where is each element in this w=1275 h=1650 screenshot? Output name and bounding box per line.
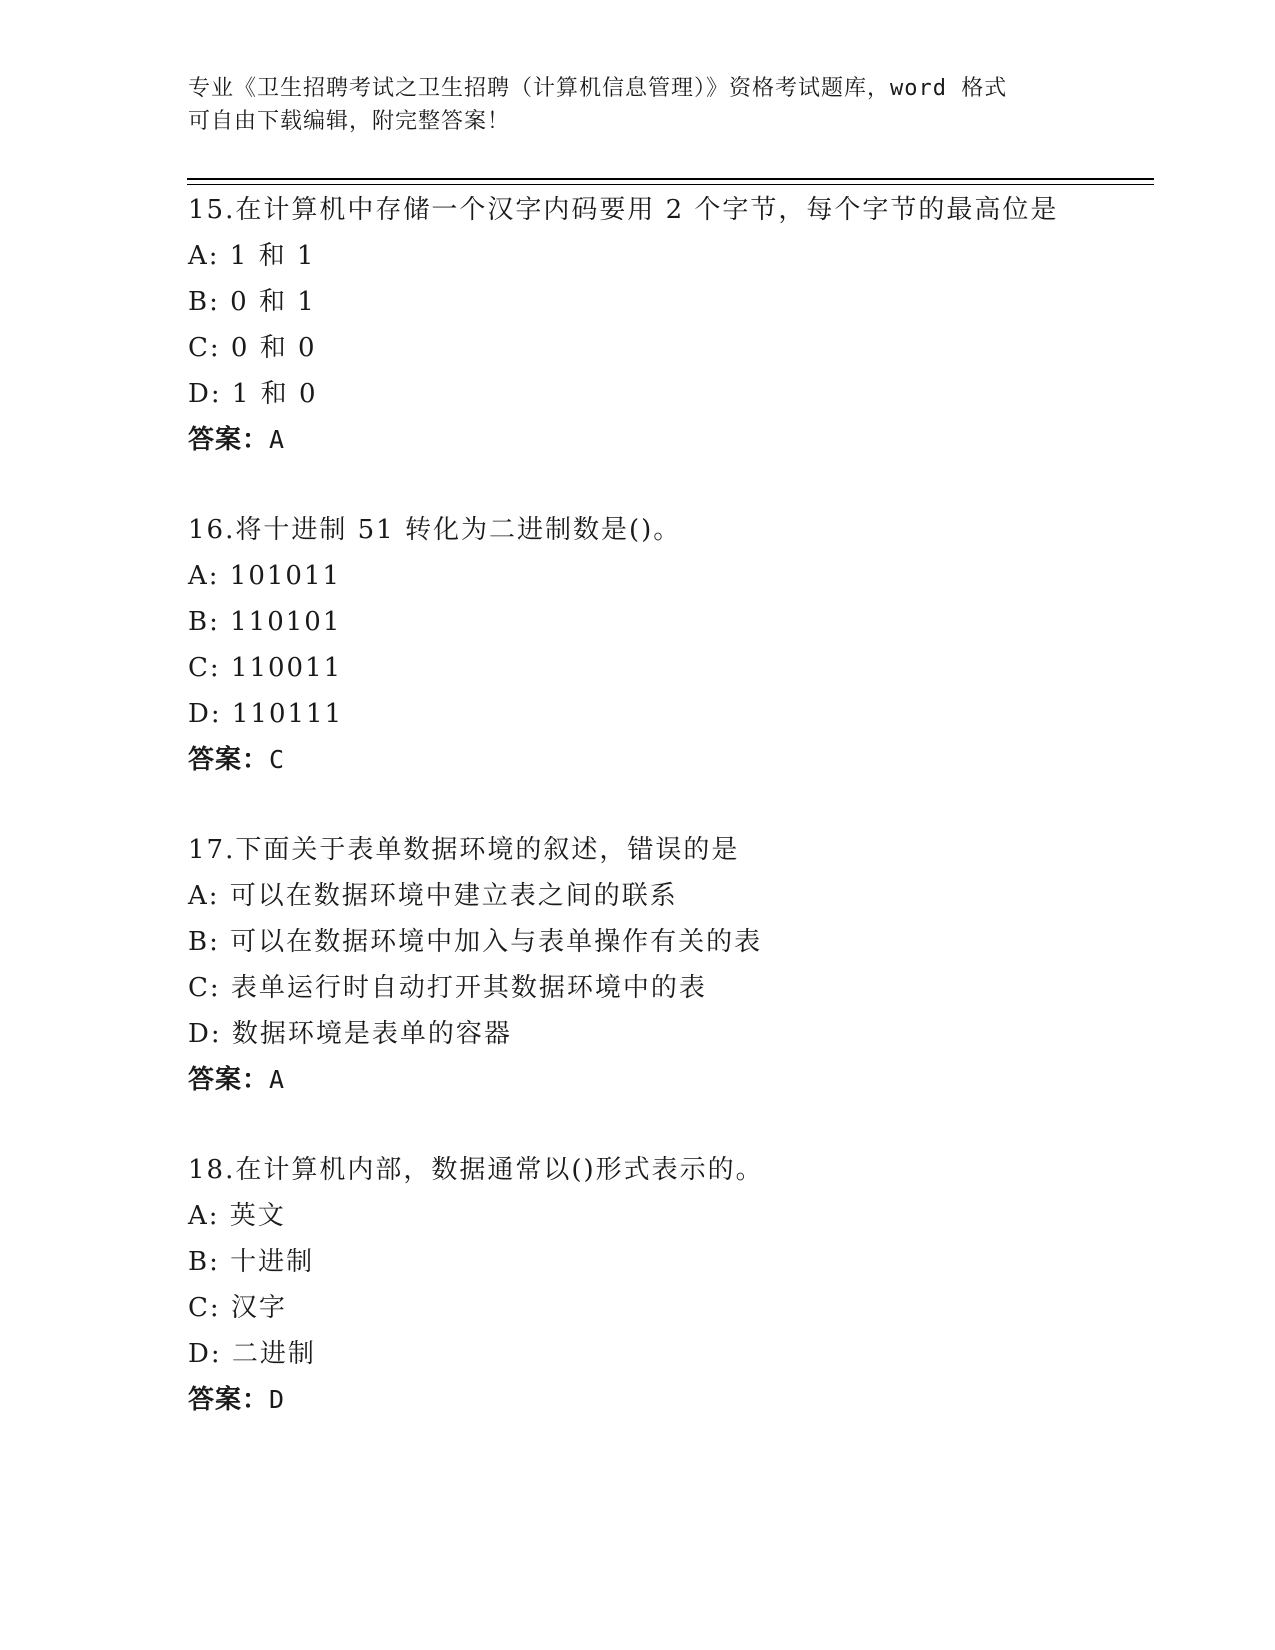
question-stem: 15.在计算机中存储一个汉字内码要用 2 个字节，每个字节的最高位是 (188, 195, 1059, 225)
option-c: C: 表单运行时自动打开其数据环境中的表 (188, 973, 707, 1003)
option-d: D: 1 和 0 (188, 379, 318, 409)
answer-line (188, 737, 1148, 783)
header-line-1: 专业《卫生招聘考试之卫生招聘（计算机信息管理）》资格考试题库，word 格式 (188, 76, 1008, 101)
answer-value: D (269, 1385, 286, 1414)
header-divider-thick (187, 178, 1154, 180)
header-line-2: 可自由下载编辑，附完整答案！ (188, 109, 511, 134)
option-b: B: 可以在数据环境中加入与表单操作有关的表 (188, 927, 763, 957)
option-a: A: 1 和 1 (188, 241, 316, 271)
option-a: A: 可以在数据环境中建立表之间的联系 (188, 881, 678, 911)
header-divider-thin (187, 184, 1154, 185)
option-b: B: 0 和 1 (188, 287, 316, 317)
question-16 (188, 507, 1148, 783)
answer-value: A (269, 1065, 286, 1094)
option-c: C: 汉字 (188, 1293, 287, 1323)
option-d: D: 数据环境是表单的容器 (188, 1019, 512, 1049)
option-d: D: 110111 (188, 699, 344, 729)
document-header (188, 72, 1088, 138)
answer-label: 答案： (188, 425, 270, 455)
option-a: A: 101011 (188, 561, 342, 591)
answer-line (188, 417, 1148, 463)
answer-label: 答案： (188, 1065, 270, 1095)
answer-label: 答案： (188, 745, 270, 775)
question-17 (188, 827, 1148, 1103)
question-stem: 18.在计算机内部，数据通常以()形式表示的。 (188, 1155, 764, 1185)
question-18 (188, 1147, 1148, 1423)
question-15 (188, 187, 1148, 463)
option-b: B: 110101 (188, 607, 342, 637)
answer-value: A (269, 425, 286, 454)
answer-line (188, 1377, 1148, 1423)
answer-label: 答案： (188, 1385, 270, 1415)
question-stem: 17.下面关于表单数据环境的叙述，错误的是 (188, 835, 740, 865)
option-a: A: 英文 (188, 1201, 286, 1231)
option-b: B: 十进制 (188, 1247, 315, 1277)
option-d: D: 二进制 (188, 1339, 316, 1369)
option-c: C: 0 和 0 (188, 333, 317, 363)
answer-line (188, 1057, 1148, 1103)
answer-value: C (269, 745, 286, 774)
option-c: C: 110011 (188, 653, 343, 683)
question-stem: 16.将十进制 51 转化为二进制数是()。 (188, 515, 682, 545)
